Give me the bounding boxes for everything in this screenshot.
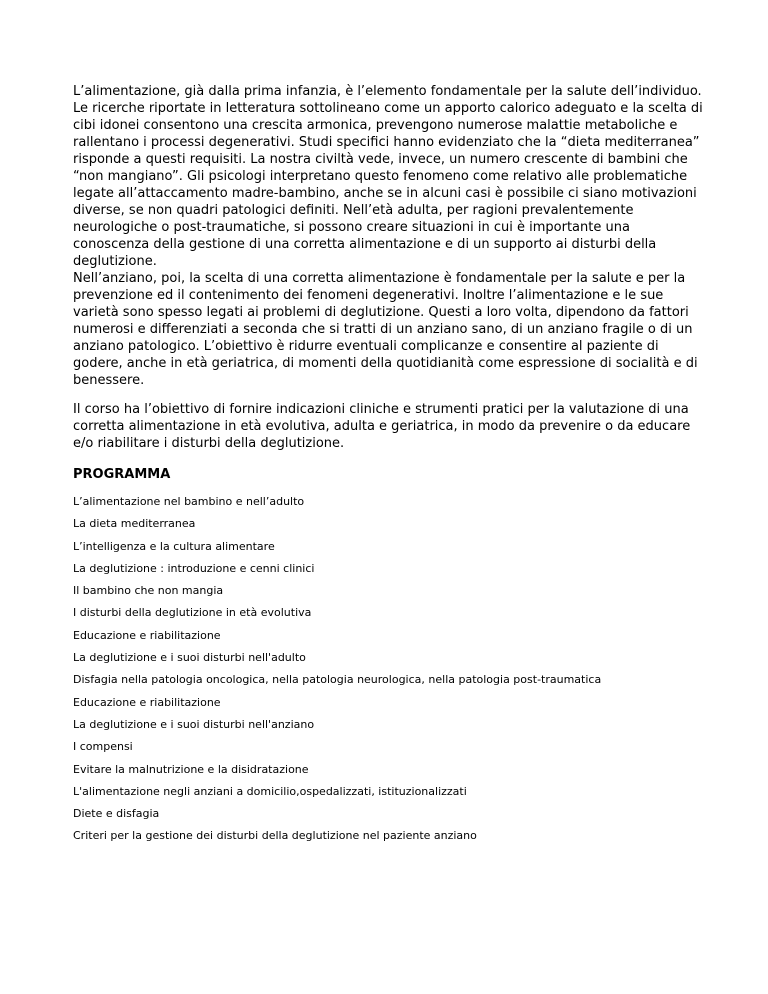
- program-item: I compensi: [73, 740, 133, 754]
- program-item: La deglutizione e i suoi disturbi nell'anziano: [73, 717, 315, 731]
- program-list: [73, 495, 703, 843]
- program-item: Educazione e riabilitazione: [73, 628, 221, 642]
- program-item: La deglutizione : introduzione e cenni clinici: [73, 561, 315, 575]
- program-heading: PROGRAMMA: [73, 467, 171, 482]
- course-objective-paragraph: Il corso ha l’obiettivo di fornire indicazioni cliniche e strumenti pratici per la valutazione di una corretta alimentazione in età evolutiva, adulta e geriatrica, in modo da prevenire o da educare e/o riabilitare i disturbi della deglutizione.: [73, 402, 691, 451]
- program-item: Evitare la malnutrizione e la disidratazione: [73, 762, 309, 776]
- program-item: Disfagia nella patologia oncologica, nella patologia neurologica, nella patologia post-traumatica: [73, 673, 602, 687]
- intro-paragraph-2: Nell’anziano, poi, la scelta di una corretta alimentazione è fondamentale per la salute e per la prevenzione ed il contenimento dei fenomeni degenerativi. Inoltre l’alimentazione e le sue varietà sono spesso legati ai problemi di deglutizione. Questi a loro volta, dipendono da fattori numerosi e differenziati a seconda che si tratti di un anziano sano, di un anziano fragile o di un anziano patologico. L’obiettivo è ridurre eventuali complicanze e consentire al paziente di godere, anche in età geriatrica, di momenti della quotidianità come espressione di socialità e di benessere.: [73, 271, 698, 388]
- intro-paragraph-1: L’alimentazione, già dalla prima infanzia, è l’elemento fondamentale per la salute dell’individuo. Le ricerche riportate in letteratura sottolineano come un apporto calorico adeguato e la scelta di cibi idonei consentono una crescita armonica, prevengono numerose malattie metaboliche e rallentano i processi degenerativi. Studi specifici hanno evidenziato che la “dieta mediterranea” risponde a questi requisiti. La nostra civiltà vede, invece, un numero crescente di bambini che “non mangiano”. Gli psicologi interpretano questo fenomeno come relativo alle problematiche legate all’attaccamento madre-bambino, anche se in alcuni casi è possibile ci siano motivazioni diverse, se non quadri patologici definiti. Nell’età adulta, per ragioni prevalentemente neurologiche o post-traumatiche, si possono creare situazioni in cui è importante una conoscenza della gestione di una corretta alimentazione e di un supporto ai disturbi della deglutizione.: [73, 84, 703, 269]
- program-item: L’intelligenza e la cultura alimentare: [73, 539, 275, 553]
- program-item: L’alimentazione nel bambino e nell’adulto: [73, 495, 305, 508]
- program-item: Diete e disfagia: [73, 807, 160, 821]
- program-item: I disturbi della deglutizione in età evolutiva: [73, 606, 312, 620]
- program-item: Criteri per la gestione dei disturbi della deglutizione nel paziente anziano: [73, 829, 477, 843]
- document-page: [73, 83, 703, 852]
- program-item: Educazione e riabilitazione: [73, 695, 221, 709]
- program-item: La deglutizione e i suoi disturbi nell'adulto: [73, 651, 306, 665]
- program-item: Il bambino che non mangia: [73, 584, 224, 598]
- program-item: La dieta mediterranea: [73, 517, 196, 531]
- program-item: L'alimentazione negli anziani a domicilio,ospedalizzati, istituzionalizzati: [73, 784, 467, 798]
